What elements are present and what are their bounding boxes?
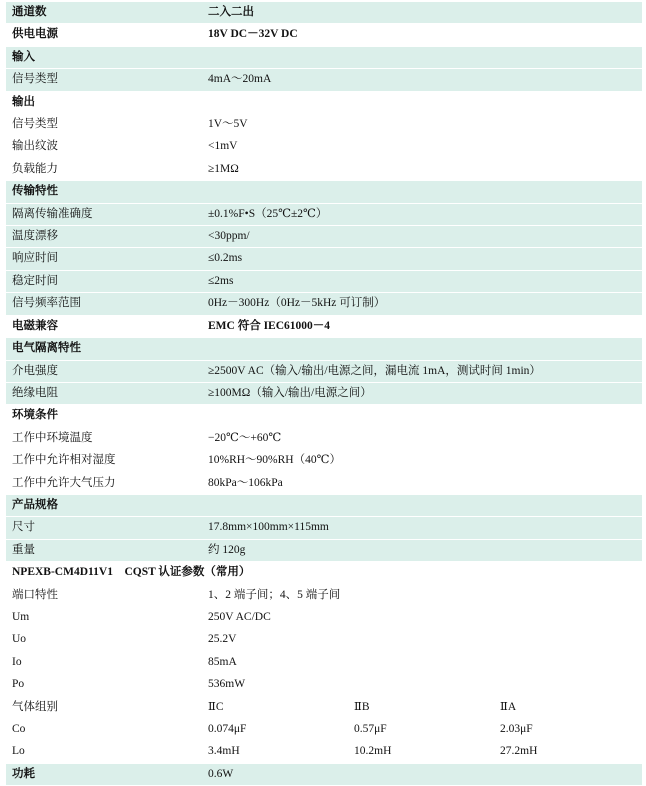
spec-row <box>6 517 642 539</box>
section-row <box>6 91 642 113</box>
cert-row <box>6 584 642 606</box>
spec-row <box>6 69 642 91</box>
spec-value: 1V～5V <box>202 114 642 136</box>
spec-row <box>6 270 642 292</box>
spec-value: ±0.1%F•S（25℃±2℃） <box>202 203 642 225</box>
spec-row <box>6 158 642 180</box>
cert-row <box>6 629 642 651</box>
spec-value: ≥100MΩ（输入/输出/电源之间） <box>202 382 642 404</box>
spec-label: 信号类型 <box>6 69 202 91</box>
spec-label: 响应时间 <box>6 248 202 270</box>
cert-row <box>6 741 642 763</box>
spec-label: 介电强度 <box>6 360 202 382</box>
spec-value: EMC 符合 IEC61000－4 <box>202 315 642 337</box>
section-row <box>6 315 642 337</box>
spec-value: −20℃～+60℃ <box>202 427 642 449</box>
cert-label: Um <box>6 606 202 628</box>
spec-label: 工作中允许大气压力 <box>6 472 202 494</box>
spec-row <box>6 360 642 382</box>
cert-row <box>6 651 642 673</box>
spec-row <box>6 382 642 404</box>
cert-title: NPEXB-CM4D11V1 CQST 认证参数（常用） <box>6 562 642 584</box>
spec-label: 工作中环境温度 <box>6 427 202 449</box>
spec-value: 约 120g <box>202 539 642 561</box>
cert-row <box>6 606 642 628</box>
spec-row <box>6 248 642 270</box>
spec-row <box>6 450 642 472</box>
cert-value: 0.57μF <box>348 719 494 741</box>
section-row <box>6 338 642 360</box>
spec-value: <30ppm/ <box>202 226 642 248</box>
section-row <box>6 494 642 516</box>
spec-label: 信号类型 <box>6 114 202 136</box>
spec-label: 绝缘电阻 <box>6 382 202 404</box>
spec-value <box>202 494 642 516</box>
spec-row <box>6 293 642 315</box>
cert-row <box>6 719 642 741</box>
spec-label: 尺寸 <box>6 517 202 539</box>
section-row <box>6 181 642 203</box>
spec-row <box>6 114 642 136</box>
spec-table-body <box>6 2 642 786</box>
cert-value: 1、2 端子间；4、5 端子间 <box>202 584 642 606</box>
cert-value: 25.2V <box>202 629 642 651</box>
cert-value: ⅡB <box>348 696 494 718</box>
cert-value: ⅡA <box>494 696 642 718</box>
cert-title-row <box>6 562 642 584</box>
section-row <box>6 46 642 68</box>
spec-label: 重量 <box>6 539 202 561</box>
cert-label: Io <box>6 651 202 673</box>
spec-row <box>6 427 642 449</box>
spec-value: 0Hz－300Hz（0Hz－5kHz 可订制） <box>202 293 642 315</box>
cert-label: Uo <box>6 629 202 651</box>
spec-row <box>6 226 642 248</box>
cert-value: ⅡC <box>202 696 348 718</box>
spec-label: 信号频率范围 <box>6 293 202 315</box>
spec-row <box>6 203 642 225</box>
cert-value: 85mA <box>202 651 642 673</box>
spec-label: 输入 <box>6 46 202 68</box>
cert-value: 10.2mH <box>348 741 494 763</box>
spec-label: 稳定时间 <box>6 270 202 292</box>
section-row <box>6 405 642 427</box>
cert-value: 2.03μF <box>494 719 642 741</box>
section-row <box>6 24 642 46</box>
spec-value: ≥2500V AC（输入/输出/电源之间，漏电流 1mA，测试时间 1min） <box>202 360 642 382</box>
section-row <box>6 2 642 24</box>
spec-value: ≤0.2ms <box>202 248 642 270</box>
cert-value: 250V AC/DC <box>202 606 642 628</box>
cert-value: 536mW <box>202 674 642 696</box>
spec-row <box>6 472 642 494</box>
cert-value: 0.074μF <box>202 719 348 741</box>
cert-row <box>6 696 642 718</box>
spec-value: 二入二出 <box>202 2 642 24</box>
spec-label: 工作中允许相对湿度 <box>6 450 202 472</box>
spec-row <box>6 136 642 158</box>
spec-label: 通道数 <box>6 2 202 24</box>
cert-label: 气体组别 <box>6 696 202 718</box>
spec-label: 电磁兼容 <box>6 315 202 337</box>
spec-value <box>202 91 642 113</box>
spec-label: 电气隔离特性 <box>6 338 202 360</box>
spec-row <box>6 539 642 561</box>
spec-value: 80kPa～106kPa <box>202 472 642 494</box>
spec-value: ≤2ms <box>202 270 642 292</box>
spec-value <box>202 405 642 427</box>
cert-value: 3.4mH <box>202 741 348 763</box>
spec-value <box>202 338 642 360</box>
cert-label: Lo <box>6 741 202 763</box>
power-row <box>6 763 642 785</box>
spec-value: 10%RH～90%RH（40℃） <box>202 450 642 472</box>
cert-row <box>6 674 642 696</box>
spec-label: 传输特性 <box>6 181 202 203</box>
spec-label: 环境条件 <box>6 405 202 427</box>
spec-value: ≥1MΩ <box>202 158 642 180</box>
spec-value: 17.8mm×100mm×115mm <box>202 517 642 539</box>
cert-label: Po <box>6 674 202 696</box>
spec-value: <1mV <box>202 136 642 158</box>
spec-label: 负载能力 <box>6 158 202 180</box>
spec-label: 隔离传输准确度 <box>6 203 202 225</box>
cert-value: 27.2mH <box>494 741 642 763</box>
spec-label: 供电电源 <box>6 24 202 46</box>
spec-label: 温度漂移 <box>6 226 202 248</box>
spec-value <box>202 181 642 203</box>
cert-label: 端口特性 <box>6 584 202 606</box>
power-label: 功耗 <box>6 763 202 785</box>
spec-table <box>6 2 642 786</box>
cert-label: Co <box>6 719 202 741</box>
spec-value <box>202 46 642 68</box>
spec-label: 产品规格 <box>6 494 202 516</box>
power-value: 0.6W <box>202 763 642 785</box>
spec-value: 4mA～20mA <box>202 69 642 91</box>
spec-label: 输出 <box>6 91 202 113</box>
spec-label: 输出纹波 <box>6 136 202 158</box>
spec-value: 18V DC－32V DC <box>202 24 642 46</box>
